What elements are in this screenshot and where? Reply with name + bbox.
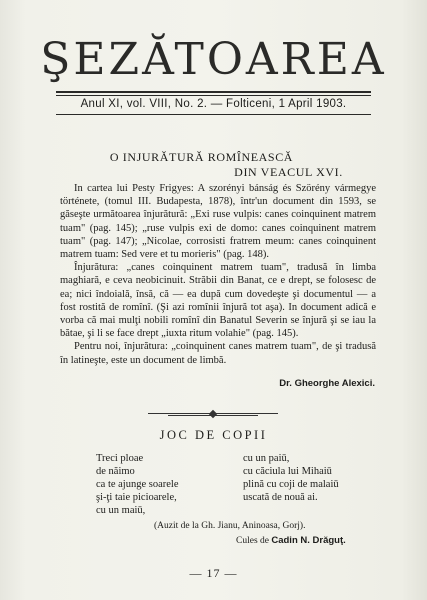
article-body (60, 182, 376, 367)
ornamental-divider (148, 411, 278, 417)
poem-line: cu un maiū, (96, 505, 146, 516)
poem-line: cu un paiū, (243, 453, 290, 464)
poem-line: plină cu coji de malaiū (243, 479, 339, 490)
poem-line: cu căciula lui Mihaiū (243, 466, 332, 477)
article-paragraph: In cartea lui Pesty Frigyes: A szorényi bánság és Szörény vármegye története, (tomul III. Budapesta, 1878), într'un document din 1593, se găseşte următoarea înjurătură: „Exi ruse vulpis: canes coinquinent matrem tuam" (pag. 145); „ruse vulpis exi de domo: canes coinquinent matrem tuam" (pag. 147); „Nicolae, corrosisti fratrem meum: canes coinquinent matrem tuam: Sed vere et tu morieris" (pag. 148). (60, 183, 376, 261)
poem-left-column (96, 452, 236, 517)
collector-name: Cadin N. Drăguţ. (271, 535, 346, 546)
article-title-line1: O INJURĂTURĂ ROMÎNEASCĂ (109, 150, 294, 164)
poem-title: JOC DE COPII (159, 428, 268, 442)
article-signature: Dr. Gheorghe Alexici. (279, 378, 375, 389)
article-title-line2: DIN VEACUL XVI. (234, 165, 343, 179)
article-paragraph: Înjurătura: „canes coinquinent matrem tuam", tradusă în limba maghiară, e ceva neobicinuit. Străbii din Banat, ce e drept, se folosesc de ea; nici îndoială, însă, că — ea după cum dovedeşte şi documentul — a fost rostită de romînî. (Şi azi romînii înjură tot aşa). In document adică e vorba că mai mulţi nobili romînî din Banatul Severin se înjură şi se iau la bătae, şi li se face drept „iuxta ritum volahie" (pag. 145). (60, 262, 376, 340)
poem-line: uscată de nouă ai. (243, 492, 318, 503)
masthead-title: ŞEZĂTOAREA (40, 34, 387, 85)
poem-right-column (243, 452, 393, 504)
article-title (0, 150, 427, 180)
poem-line: de năimo (96, 466, 135, 477)
issue-rule (56, 114, 371, 115)
poem-line: şi-ţi taie picioarele, (96, 492, 177, 503)
collector-prefix: Cules de (236, 536, 269, 546)
poem-line: ca te ajunge soarele (96, 479, 179, 490)
article-paragraph: Pentru noi, înjurătura: „coinquinent canes matrem tuam", de şi tradusă în latineşte, este un document de limbă. (60, 341, 376, 366)
page-number: — 17 — (189, 566, 238, 580)
poem-source: (Auzit de la Gh. Jianu, Aninoasa, Gorj). (154, 521, 306, 531)
poem-collector (236, 535, 346, 546)
issue-line: Anul XI, vol. VIII, No. 2. — Folticeni, 1 April 1903. (80, 98, 347, 110)
poem-line: Treci ploae (96, 453, 144, 464)
masthead-rule (56, 91, 371, 93)
